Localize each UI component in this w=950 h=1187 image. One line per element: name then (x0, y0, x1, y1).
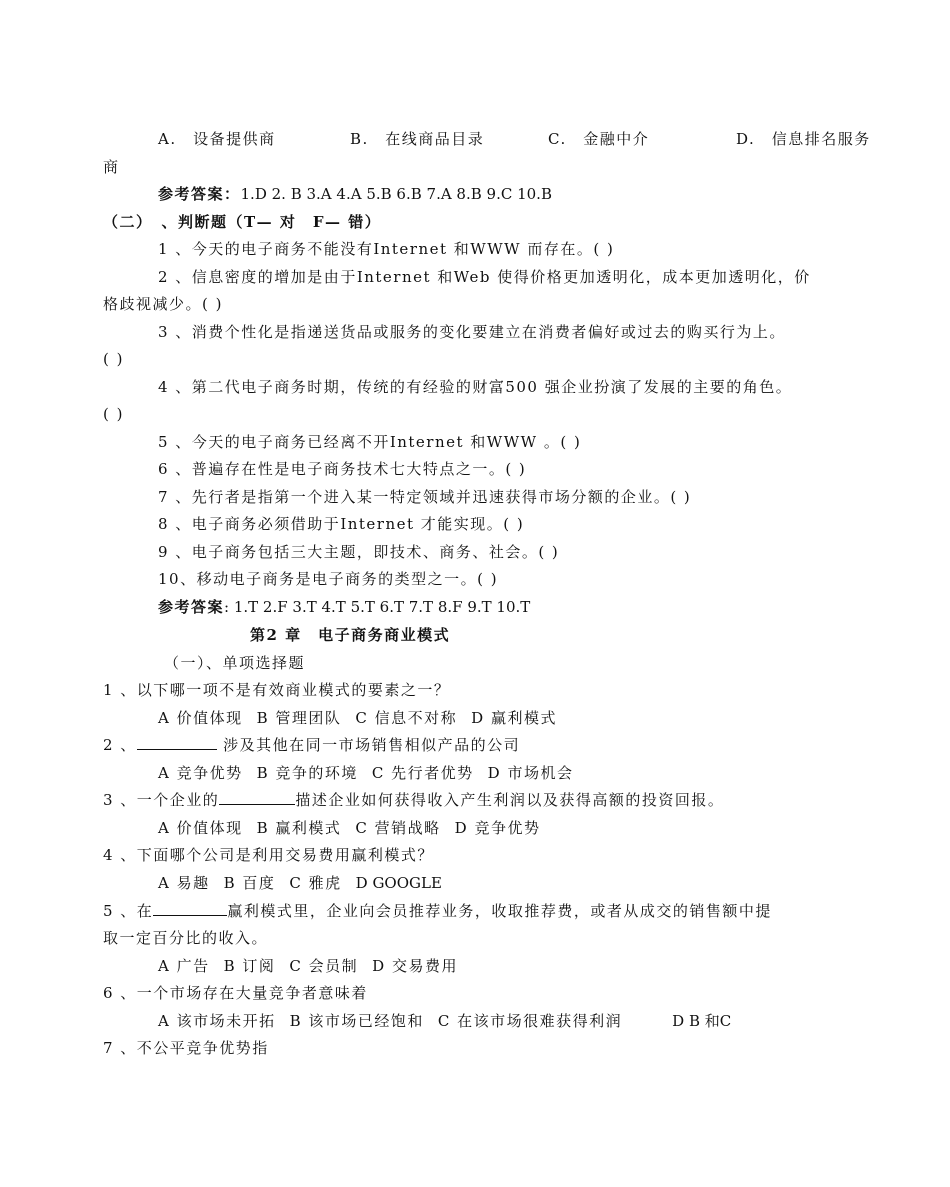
answer-text: 1.D 2. B 3.A 4.A 5.B 6.B 7.A 8.B 9.C 10.B (240, 185, 552, 203)
option-d: D 赢利模式 (471, 709, 557, 727)
option-d: D 交易费用 (372, 957, 458, 975)
option-b: B 订阅 (223, 957, 276, 975)
tf-question-9: 9 、电子商务包括三大主题，即技术、商务、社会。( ) (158, 543, 560, 561)
tf-question-10: 10、移动电子商务是电子商务的类型之一。( ) (158, 570, 499, 588)
tf-question-2: 2 、信息密度的增加是由于Internet 和Web 使得价格更加透明化，成本更加透明化，价 (158, 268, 811, 286)
option-b: B. 在线商品目录 (350, 130, 485, 148)
option-c: C 信息不对称 (355, 709, 458, 727)
option-d: D 市场机会 (487, 764, 574, 782)
answer-label: 参考答案 (158, 598, 225, 616)
question-5-options (158, 956, 472, 976)
question-7: 7 、不公平竞争优势指 (103, 1039, 269, 1057)
question-number: 5 、在 (103, 902, 154, 920)
option-d: D. 信息排名服务 (736, 130, 871, 148)
answer-key-1 (158, 184, 552, 204)
option-c: C 雅虎 (289, 874, 342, 892)
option-a: A 易趣 (158, 874, 210, 892)
question-4-options (158, 873, 456, 893)
question-5-wrap: 取一定百分比的收入。 (103, 929, 269, 947)
question-2 (103, 735, 520, 755)
option-a: A 该市场未开拓 (158, 1012, 276, 1030)
tf-question-7: 7 、先行者是指第一个进入某一特定领域并迅速获得市场分额的企业。( ) (158, 488, 692, 506)
question-3 (103, 790, 724, 810)
chapter-title: 第2 章 电子商务商业模式 (250, 626, 451, 644)
tf-question-3: 3 、消费个性化是指递送货品或服务的变化要建立在消费者偏好或过去的购买行为上。 (158, 323, 786, 341)
option-c: C. 金融中介 (548, 130, 650, 148)
fill-in-blank (153, 901, 227, 916)
option-b: B 百度 (223, 874, 276, 892)
option-a: A 价值体现 (158, 709, 243, 727)
option-b: B 竞争的环境 (256, 764, 358, 782)
question-text: 描述企业如何获得收入产生利润以及获得高额的投资回报。 (295, 791, 725, 809)
question-text: 涉及其他在同一市场销售相似产品的公司 (216, 736, 521, 754)
option-b: B 该市场已经饱和 (289, 1012, 424, 1030)
option-a: A. 设备提供商 (158, 130, 276, 148)
question-5 (103, 901, 772, 921)
option-b: B 赢利模式 (256, 819, 342, 837)
question-3-options (158, 818, 554, 838)
tf-question-2-wrap: 格歧视减少。( ) (103, 295, 223, 313)
answer-key-2 (158, 597, 530, 617)
previous-question-options (158, 129, 871, 149)
option-a: A 价值体现 (158, 819, 243, 837)
option-a: A 广告 (158, 957, 210, 975)
question-text: 赢利模式里，企业向会员推荐业务，收取推荐费，或者从成交的销售额中提 (227, 902, 772, 920)
question-1: 1 、以下哪一项不是有效商业模式的要素之一？ (103, 681, 451, 699)
question-6-options (158, 1011, 745, 1031)
option-c: C 营销战略 (355, 819, 441, 837)
option-d: D GOOGLE (355, 874, 442, 892)
true-false-heading: （二） 、判断题（T— 对 F— 错） (103, 213, 382, 231)
tf-question-4: 4 、第二代电子商务时期，传统的有经验的财富500 强企业扮演了发展的主要的角色。 (158, 378, 793, 396)
option-d: D B 和C (672, 1012, 732, 1030)
fill-in-blank (219, 790, 295, 805)
option-b: B 管理团队 (256, 709, 342, 727)
question-1-options (158, 708, 571, 728)
answer-text: : 1.T 2.F 3.T 4.T 5.T 6.T 7.T 8.F 9.T 10.T (224, 598, 531, 616)
tf-question-1: 1 、今天的电子商务不能没有Internet 和WWW 而存在。( ) (158, 240, 615, 258)
tf-question-8: 8 、电子商务必须借助于Internet 才能实现。( ) (158, 515, 525, 533)
option-d: D 竞争优势 (454, 819, 541, 837)
question-2-options (158, 763, 587, 783)
fill-in-blank (137, 735, 217, 750)
option-c: C 会员制 (289, 957, 359, 975)
question-number: 3 、一个企业的 (103, 791, 220, 809)
tf-question-6: 6 、普遍存在性是电子商务技术七大特点之一。( ) (158, 460, 527, 478)
option-d-wrap: 商 (103, 158, 120, 176)
tf-question-3-wrap: ( ) (103, 350, 124, 368)
question-6: 6 、一个市场存在大量竞争者意味着 (103, 984, 368, 1002)
single-choice-heading: （一）、单项选择题 (164, 654, 306, 672)
tf-question-5: 5 、今天的电子商务已经离不开Internet 和WWW 。( ) (158, 433, 582, 451)
option-c: C 在该市场很难获得利润 (437, 1012, 623, 1030)
option-c: C 先行者优势 (371, 764, 474, 782)
answer-label: 参考答案： (158, 185, 241, 203)
question-number: 2 、 (103, 736, 137, 754)
question-4: 4 、下面哪个公司是利用交易费用赢利模式？ (103, 846, 434, 864)
option-a: A 竞争优势 (158, 764, 243, 782)
tf-question-4-wrap: ( ) (103, 405, 124, 423)
